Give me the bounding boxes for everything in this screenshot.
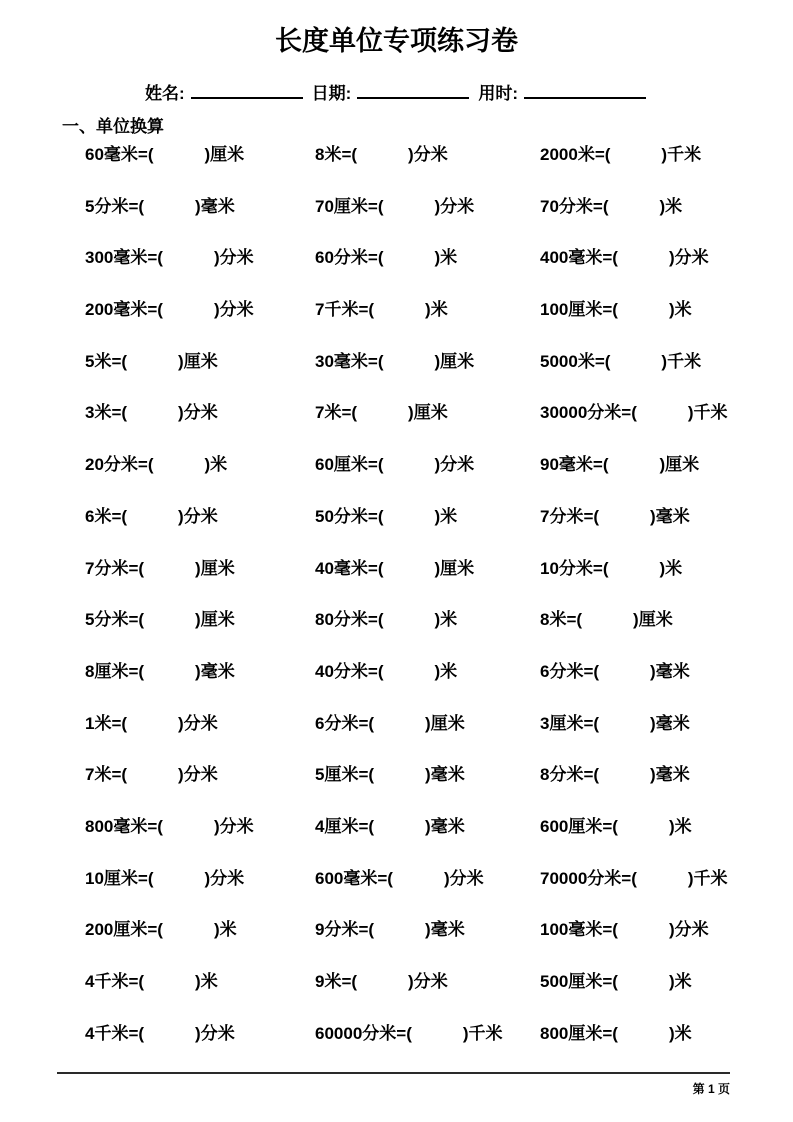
problem-cell: 2000米=( )千米 bbox=[540, 145, 702, 164]
problem-cell: 4千米=( )米 bbox=[85, 972, 218, 991]
problem-cell: 3米=( )分米 bbox=[85, 403, 218, 423]
problem-cell: 6米=( )分米 bbox=[85, 506, 218, 526]
section-title: 一、单位换算 bbox=[62, 117, 164, 136]
date-blank-line bbox=[357, 83, 469, 99]
problem-cell: 300毫米=( )分米 bbox=[85, 248, 254, 268]
problem-cell: 7米=( )厘米 bbox=[315, 403, 448, 423]
problem-cell: 800毫米=( )分米 bbox=[85, 816, 254, 836]
time-field-label: 用时: bbox=[478, 84, 519, 103]
name-blank-line bbox=[191, 83, 303, 99]
problem-cell: 5000米=( )千米 bbox=[540, 351, 702, 371]
problem-cell: 6分米=( )厘米 bbox=[315, 713, 465, 733]
problem-cell: 60分米=( )米 bbox=[315, 248, 458, 268]
problem-cell: 7米=( )分米 bbox=[85, 765, 218, 785]
problem-cell: 60厘米=( )分米 bbox=[315, 455, 475, 475]
problem-cell: 500厘米=( )米 bbox=[540, 972, 692, 991]
problem-cell: 40毫米=( )厘米 bbox=[315, 558, 475, 578]
problem-cell: 100毫米=( )分米 bbox=[540, 920, 709, 940]
problem-cell: 60毫米=( )厘米 bbox=[85, 145, 245, 164]
problem-cell: 200毫米=( )分米 bbox=[85, 300, 254, 320]
problem-cell: 8分米=( )毫米 bbox=[540, 765, 690, 785]
problem-cell: 200厘米=( )米 bbox=[85, 920, 237, 940]
problem-cell: 4千米=( )分米 bbox=[85, 1023, 235, 1043]
problem-cell: 9分米=( )毫米 bbox=[315, 920, 465, 940]
problem-cell: 10分米=( )米 bbox=[540, 558, 683, 578]
problem-cell: 80分米=( )米 bbox=[315, 610, 458, 630]
problem-cell: 90毫米=( )厘米 bbox=[540, 455, 700, 475]
problem-cell: 70厘米=( )分米 bbox=[315, 196, 475, 216]
problem-cell: 10厘米=( )分米 bbox=[85, 868, 245, 888]
name-field-label: 姓名: bbox=[145, 84, 185, 103]
problem-cell: 60000分米=( )千米 bbox=[315, 1023, 503, 1043]
header-fields bbox=[145, 83, 646, 105]
problem-cell: 6分米=( )毫米 bbox=[540, 661, 690, 681]
problem-cell: 7分米=( )毫米 bbox=[540, 506, 690, 526]
problem-cell: 5厘米=( )毫米 bbox=[315, 765, 465, 785]
date-field-label: 日期: bbox=[311, 84, 352, 103]
time-blank-line bbox=[524, 83, 646, 99]
problem-cell: 20分米=( )米 bbox=[85, 455, 228, 475]
problem-cell: 5分米=( )毫米 bbox=[85, 196, 235, 216]
problem-cell: 5米=( )厘米 bbox=[85, 351, 218, 371]
problem-cell: 5分米=( )厘米 bbox=[85, 610, 235, 630]
problem-cell: 8米=( )分米 bbox=[315, 145, 448, 164]
problem-cell: 600厘米=( )米 bbox=[540, 816, 692, 836]
problem-cell: 8米=( )厘米 bbox=[540, 610, 673, 630]
problem-cell: 600毫米=( )分米 bbox=[315, 868, 484, 888]
problem-cell: 70分米=( )米 bbox=[540, 196, 683, 216]
problem-cell: 40分米=( )米 bbox=[315, 661, 458, 681]
footer-divider bbox=[57, 1072, 730, 1074]
page-number: 第 1 页 bbox=[692, 1082, 730, 1096]
page-title: 长度单位专项练习卷 bbox=[275, 26, 518, 56]
problem-cell: 1米=( )分米 bbox=[85, 713, 218, 733]
problem-cell: 7分米=( )厘米 bbox=[85, 558, 235, 578]
problem-cell: 50分米=( )米 bbox=[315, 506, 458, 526]
problem-cell: 400毫米=( )分米 bbox=[540, 248, 709, 268]
problem-cell: 800厘米=( )米 bbox=[540, 1023, 692, 1043]
problem-cell: 4厘米=( )毫米 bbox=[315, 816, 465, 836]
problem-cell: 100厘米=( )米 bbox=[540, 300, 692, 320]
problem-cell: 30000分米=( )千米 bbox=[540, 403, 728, 423]
problem-grid bbox=[85, 144, 755, 1074]
problem-cell: 8厘米=( )毫米 bbox=[85, 661, 235, 681]
problem-cell: 70000分米=( )千米 bbox=[540, 868, 728, 888]
problem-cell: 30毫米=( )厘米 bbox=[315, 351, 475, 371]
problem-cell: 9米=( )分米 bbox=[315, 972, 448, 991]
problem-cell: 3厘米=( )毫米 bbox=[540, 713, 690, 733]
problem-cell: 7千米=( )米 bbox=[315, 300, 448, 320]
